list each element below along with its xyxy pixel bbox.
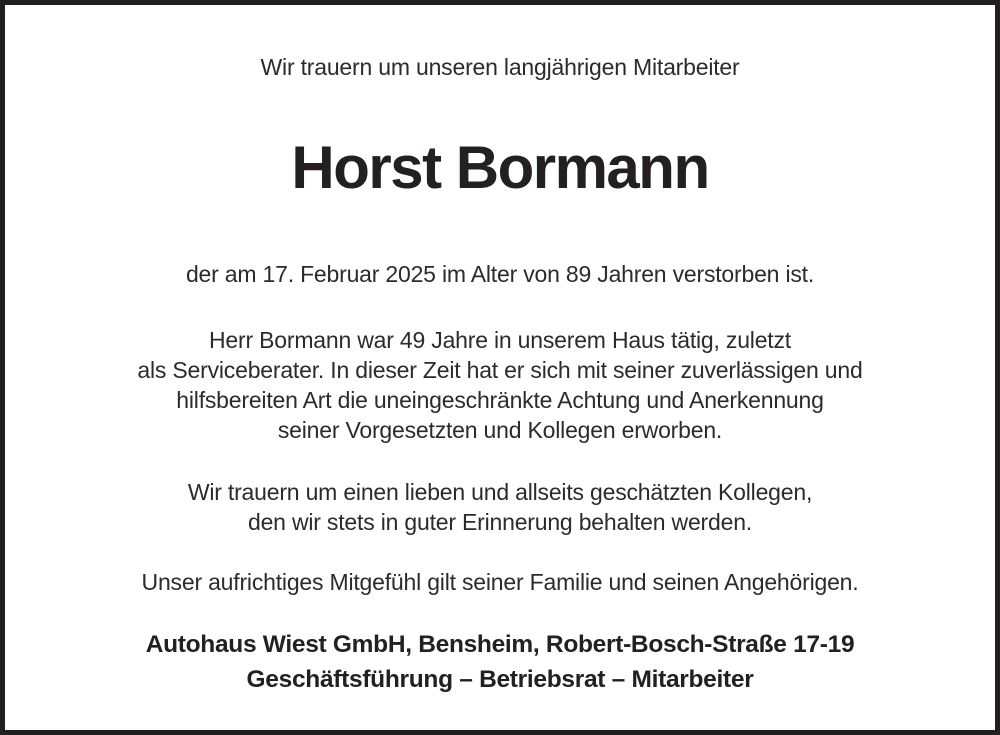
mourning-paragraph [5,477,995,537]
death-line: der am 17. Februar 2025 im Alter von 89 Jahren verstorben ist. [185,261,815,287]
text-line: Herr Bormann war 49 Jahre in unserem Haus tätig, zuletzt [209,327,791,353]
signature-line: Geschäftsführung – Betriebsrat – Mitarbeiter [246,666,754,693]
career-paragraph [5,325,995,445]
intro-line: Wir trauern um unseren langjährigen Mitarbeiter [260,54,740,80]
text-line: hilfsbereiten Art die uneingeschränkte Achtung und Anerkennung [176,387,824,413]
condolence-line: Unser aufrichtiges Mitgefühl gilt seiner Familie und seinen Angehörigen. [141,569,859,595]
text-line: den wir stets in guter Erinnerung behalten werden. [248,509,752,535]
text-line: seiner Vorgesetzten und Kollegen erworben. [277,417,723,443]
deceased-name: Horst Bormann [291,134,709,201]
footer-block [5,627,995,697]
text-line: Wir trauern um einen lieben und allseits geschätzten Kollegen, [187,479,813,505]
company-line: Autohaus Wiest GmbH, Bensheim, Robert-Bosch-Straße 17-19 [145,631,855,658]
text-line: als Serviceberater. In dieser Zeit hat er sich mit seiner zuverlässigen und [137,357,863,383]
